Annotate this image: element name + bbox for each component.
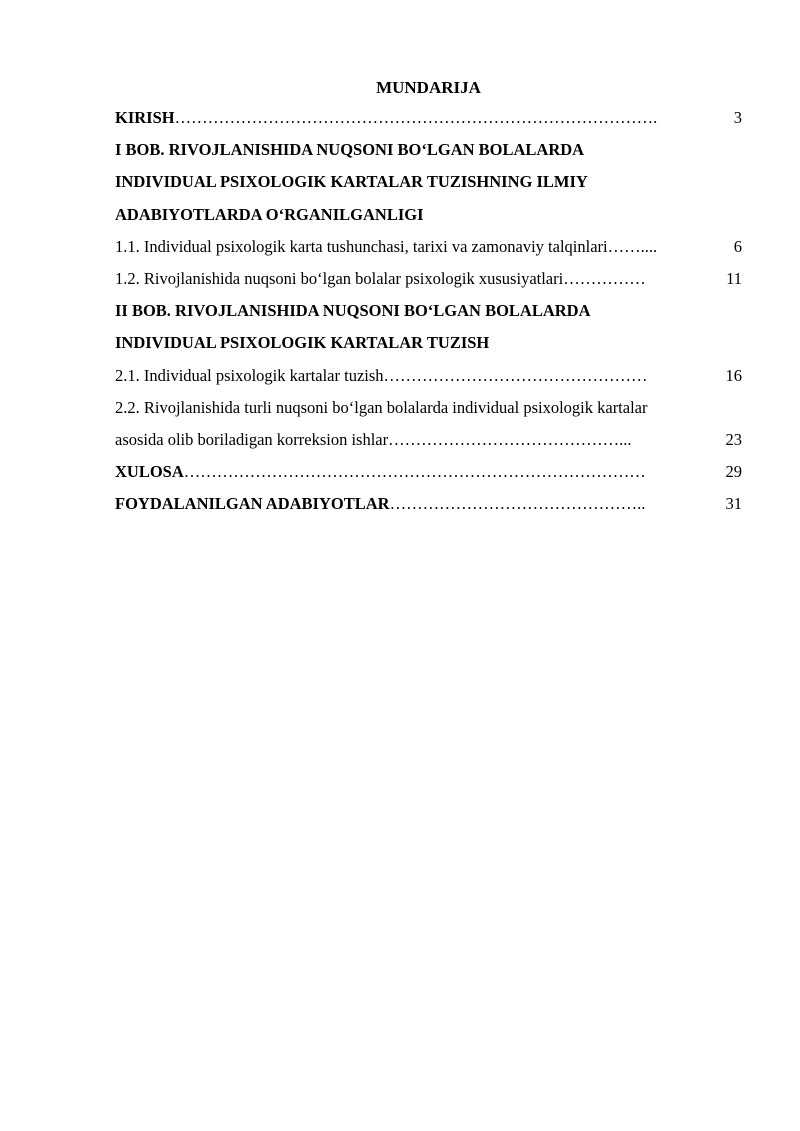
toc-chapter-heading: ADABIYOTLARDA OʻRGANILGANLIGI	[115, 204, 424, 224]
toc-entry-label: FOYDALANILGAN ADABIYOTLAR	[115, 494, 390, 514]
toc-leader-dots: …………………………………………………………………………	[183, 462, 646, 482]
toc-leader-dots: …………………………………………………………………………….	[174, 108, 658, 127]
toc-entry-label: KIRISH	[115, 108, 175, 127]
toc-entry-label: 2.1. Individual psixologik kartalar tuzish	[115, 365, 384, 385]
toc-leader-dots: …………………………………………	[383, 365, 648, 385]
toc-entry-1-2	[115, 263, 742, 295]
toc-leader-dots: ………………………………………..	[389, 494, 646, 514]
toc-entry-2-1	[115, 360, 742, 392]
toc-chapter-heading: INDIVIDUAL PSIXOLOGIK KARTALAR TUZISH	[115, 333, 490, 353]
toc-page-number: 23	[725, 429, 742, 449]
toc-entry-kirish	[115, 102, 742, 134]
toc-page-number: 11	[726, 268, 742, 288]
toc-entry-label: XULOSA	[115, 462, 184, 482]
toc-page-number: 31	[725, 494, 742, 514]
toc-page-number: 16	[725, 365, 742, 385]
toc-page-number: 6	[733, 236, 742, 256]
toc-leader-dots: ……....	[607, 236, 658, 256]
toc-entry-label: 1.1. Individual psixologik karta tushunchasi, tarixi va zamonaviy talqinlari	[115, 236, 608, 256]
document-page	[115, 74, 742, 520]
toc-chapter-heading: II BOB. RIVOJLANISHIDA NUQSONI BOʻLGAN BOLALARDA	[115, 301, 591, 321]
toc-page-number: 3	[733, 108, 742, 127]
toc-entry-xulosa	[115, 456, 742, 488]
toc-entry-2-2-line1: 2.2. Rivojlanishida turli nuqsoni boʻlgan bolalarda individual psixologik kartalar	[115, 397, 648, 417]
toc-entry-label: asosida olib boriladigan korreksion ishlar	[115, 429, 389, 449]
toc-leader-dots: ……………	[563, 268, 646, 288]
toc-leader-dots: ……………………………………...	[388, 429, 632, 449]
toc-entry-2-2-line2	[115, 424, 742, 456]
toc-chapter-heading: I BOB. RIVOJLANISHIDA NUQSONI BOʻLGAN BOLALARDA	[115, 140, 585, 160]
toc-entry-label: 1.2. Rivojlanishida nuqsoni boʻlgan bolalar psixologik xususiyatlari	[115, 268, 564, 288]
toc-entry-adabiyotlar	[115, 488, 742, 520]
toc-entry-1-1	[115, 231, 742, 263]
toc-chapter-heading: INDIVIDUAL PSIXOLOGIK KARTALAR TUZISHNING ILMIY	[115, 172, 588, 192]
toc-page-number: 29	[725, 462, 742, 482]
toc-title: MUNDARIJA	[376, 78, 481, 97]
